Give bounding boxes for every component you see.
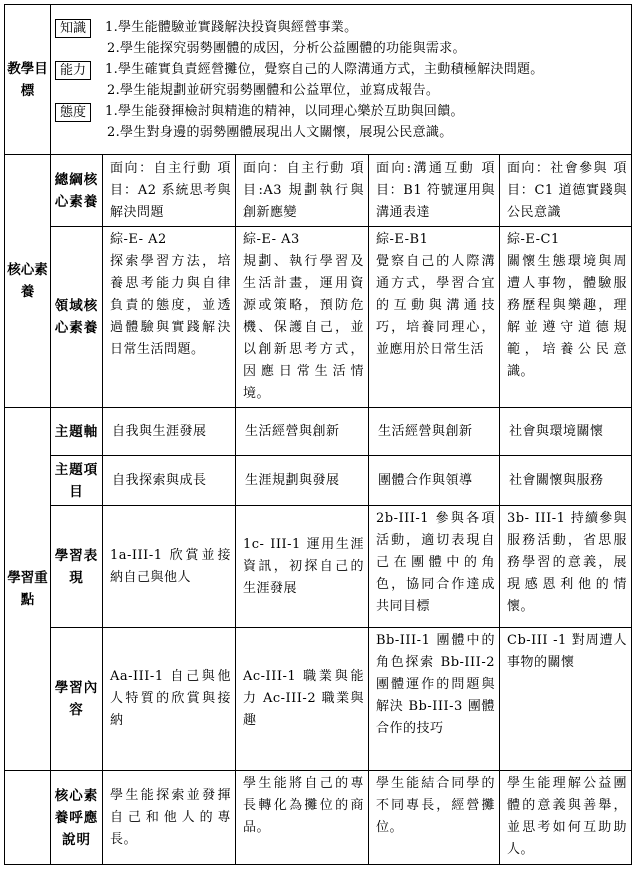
goal-group-ability — [55, 60, 627, 81]
performance-cell: 2b-III-1 參與各項活動，適切表現自己在團體中的角色，協同合作達成共同目標 — [369, 506, 500, 628]
theme-axis-cell: 生活經營與創新 — [369, 408, 500, 456]
goal-tag-attitude: 態度 — [55, 103, 91, 122]
domain-core-cell: 綜-E- A2 探索學習方法，培養思考能力與自律負責的態度，並透過體驗與實踐解決日常生活問題。 — [103, 227, 236, 408]
goal-item: 1.學生能發揮檢討與精進的精神，以同理心樂於互助與回饋。 — [105, 103, 464, 119]
goal-group-attitude — [55, 102, 627, 123]
domain-core-label: 領域核心素養 — [51, 227, 103, 408]
content-cell: Cb-III -1 對周遭人事物的關懷 — [500, 628, 632, 771]
goal-tag-ability: 能力 — [55, 61, 91, 80]
goal-item: 2.學生對身邊的弱勢團體展現出人文關懷，展現公民意識。 — [107, 124, 453, 140]
performance-cell: 1c- III-1 運用生涯資訊，初探自己的生涯發展 — [236, 506, 369, 628]
content-cell: Ac-III-1 職業與能力 Ac-III-2 職業與趣 — [236, 628, 369, 771]
goal-item: 2.學生能探究弱勢團體的成因，分析公益團體的功能與需求。 — [107, 40, 466, 56]
theme-axis-cell: 社會與環境關懷 — [500, 408, 632, 456]
response-cell: 學生能將自己的專長轉化為攤位的商品。 — [236, 771, 369, 865]
goal-item: 2.學生能規劃並研究弱勢團體和公益單位，並寫成報告。 — [107, 82, 440, 98]
theme-item-cell: 自我探索與成長 — [103, 456, 236, 506]
response-cell: 學生能理解公益團體的意義與善舉，並思考如何互助助人。 — [500, 771, 632, 865]
general-core-cell: 面向:溝通互動 項目：B1 符號運用與溝通表達 — [369, 155, 500, 227]
goal-tag-knowledge: 知識 — [55, 19, 91, 38]
theme-item-cell: 生涯規劃與發展 — [236, 456, 369, 506]
theme-axis-cell: 自我與生涯發展 — [103, 408, 236, 456]
general-core-cell: 面向：自主行動 項目:A3 規劃執行與創新應變 — [236, 155, 369, 227]
goal-item: 1.學生確實負責經營攤位，覺察自己的人際溝通方式，主動積極解決問題。 — [105, 61, 544, 77]
general-core-cell: 面向：社會參與 項目：C1 道德實踐與公民意識 — [500, 155, 632, 227]
theme-axis-cell: 生活經營與創新 — [236, 408, 369, 456]
content-cell: Aa-III-1 自己與他人特質的欣賞與接納 — [103, 628, 236, 771]
goals-content — [51, 5, 632, 155]
domain-core-cell: 綜-E- A3 規劃、執行學習及生活計畫，運用資源或策略，預防危機、保護自己，並以創新思考方式，因應日常生活情境。 — [236, 227, 369, 408]
theme-item-cell: 團體合作與領導 — [369, 456, 500, 506]
response-cell: 學生能結合同學的不同專長，經營攤位。 — [369, 771, 500, 865]
learning-heading: 學習重點 — [5, 408, 51, 771]
goals-heading: 教學目標 — [5, 5, 51, 155]
performance-cell: 1a-III-1 欣賞並接納自己與他人 — [103, 506, 236, 628]
theme-item-cell: 社會關懷與服務 — [500, 456, 632, 506]
response-cell: 學生能探索並發揮自己和他人的專長。 — [103, 771, 236, 865]
lesson-plan-table — [4, 4, 632, 865]
domain-core-cell: 綜-E-C1 關懷生態環境與周遭人事物，體驗服務歷程與樂趣，理解並遵守道德規範，培養公民意識。 — [500, 227, 632, 408]
performance-label: 學習表現 — [51, 506, 103, 628]
content-cell: Bb-III-1 團體中的角色探索 Bb-III-2 團體運作的問題與解決 Bb-III-3 團體合作的技巧 — [369, 628, 500, 771]
general-core-label: 總綱核心素養 — [51, 155, 103, 227]
response-label: 核心素養呼應說明 — [51, 771, 103, 865]
performance-cell: 3b- III-1 持續參與服務活動，省思服務學習的意義，展現感恩利他的情懷。 — [500, 506, 632, 628]
general-core-cell: 面向：自主行動 項目：A2 系統思考與解決問題 — [103, 155, 236, 227]
theme-item-label: 主題項目 — [51, 456, 103, 506]
domain-core-cell: 綜-E-B1 覺察自己的人際溝通方式，學習合宜的互動與溝通技巧，培養同理心，並應用於日常生活 — [369, 227, 500, 408]
goal-item: 1.學生能體驗並實踐解決投資與經營事業。 — [105, 19, 358, 35]
goal-group-knowledge — [55, 18, 627, 39]
theme-axis-label: 主題軸 — [51, 408, 103, 456]
core-heading: 核心素養 — [5, 155, 51, 408]
empty-cell — [5, 771, 51, 865]
content-label: 學習內容 — [51, 628, 103, 771]
